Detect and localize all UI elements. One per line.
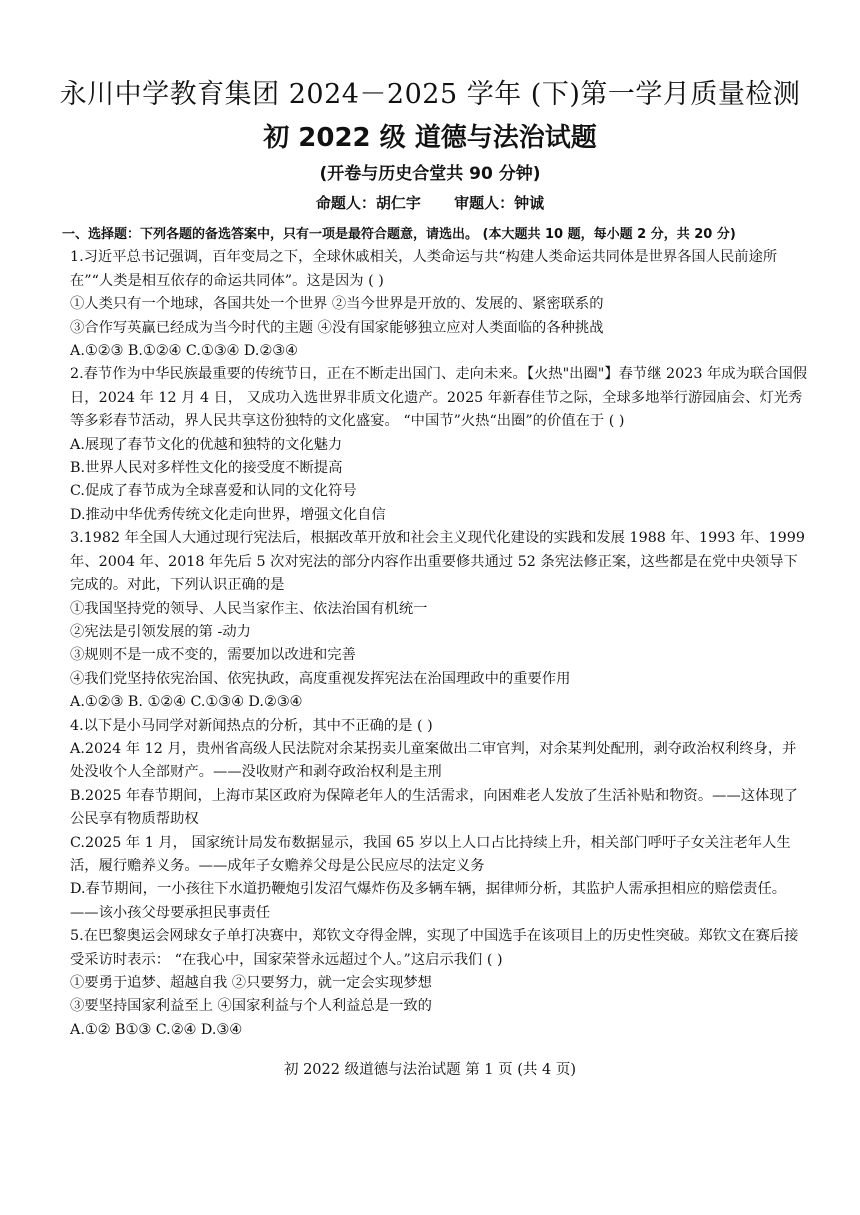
- reviewer: 审题人：钟诚: [454, 194, 545, 212]
- q3-option-line: ③规则不是一成不变的，需要加以改进和完善: [70, 647, 356, 664]
- q4-stem: 4.以下是小马同学对新闻热点的分析，其中不正确的是 ( ): [70, 717, 433, 734]
- q5-option-line: ①要勇于追梦、超越自我 ②只要努力，就一定会实现梦想: [70, 975, 432, 991]
- q4-choice-d: D.春节期间，一小孩往下水道扔鞭炮引发沼气爆炸伤及多辆车辆，据律师分析，其监护人需承担相应的赔偿责任。——该小孩父母要承担民事责任: [70, 881, 787, 921]
- section-heading: 一、选择题：下列各题的备选答案中，只有一项是最符合题意，请选出。 (本大题共 10 题，每小题 2 分，共 20 分): [62, 227, 736, 242]
- exam-duration-note: (开卷与历史合堂共 90 分钟): [319, 164, 541, 184]
- page-footer: 初 2022 级道德与法治试题 第 1 页 (共 4 页): [283, 1062, 577, 1078]
- author: 命题人：胡仁宇: [315, 194, 421, 212]
- q1-answer-choices: A.①②③ B.①②④ C.①③④ D.②③④: [70, 343, 298, 360]
- q1-option-line: ③合作写英赢已经成为当今时代的主题 ④没有国家能够独立应对人类面临的各种挑战: [70, 319, 604, 336]
- q4-choice-b: B.2025 年春节期间，上海市某区政府为保障老年人的生活需求，向困难老人发放了生活补贴和物资。——这体现了公民享有物质帮助权: [70, 787, 798, 828]
- exam-subtitle: 初 2022 级 道德与法治试题: [263, 123, 597, 153]
- q5-option-line: ③要坚持国家利益至上 ④国家利益与个人利益总是一致的: [70, 998, 432, 1015]
- q4-choice-a: A.2024 年 12 月，贵州省高级人民法院对余某拐卖儿童案做出二审官判，对余某判处配刑，剥夺政治权利终身，并处没收个人全部财产。——没收财产和剥夺政治权利是主刑: [70, 740, 797, 781]
- q2-choice-b: B.世界人民对多样性文化的接受度不断提高: [70, 460, 343, 477]
- q5-stem: 5.在巴黎奥运会网球女子单打决赛中，郑钦文夺得金牌，实现了中国选手在该项目上的历史性突破。郑钦文在赛后接受采访时表示： “在我心中，国家荣誉永远超过个人。”这启示我们 ( ): [70, 928, 799, 968]
- authors-line: [0, 192, 860, 213]
- q3-answer-choices: A.①②③ B. ①②④ C.①③④ D.②③④: [70, 694, 303, 711]
- question-body: [62, 223, 810, 1042]
- q3-stem: 3.1982 年全国人大通过现行宪法后，根据改革开放和社会主义现代化建设的实践和发展 1988 年、1993 年、1999 年、2004 年、2018 年先后 5 次对宪法的部分内容作出重要修共通过 52 条宪法修正案，这些都是在党中央领导下完成的。对此，下列认识正确的是: [70, 530, 805, 594]
- q2-choice-d: D.推动中华优秀传统文化走向世界，增强文化自信: [70, 506, 386, 523]
- q1-option-line: ①人类只有一个地球，各国共处一个世界 ②当今世界是开放的、发展的、紧密联系的: [70, 296, 604, 313]
- q2-stem: 2.春节作为中华民族最重要的传统节日，正在不断走出国门、走向未来。【火热"出圈"】春节继 2023 年成为联合国假日，2024 年 12 月 4 日， 又成功入选世界非质文化遗产。2025 年新春佳节之际，全球多地举行游园庙会、灯光秀等多彩春节活动，界人民共享这份独特的文化盛宴。 “中国节”火热“出圈”的价值在于 ( ): [70, 366, 808, 430]
- q3-option-line: ④我们党坚持依宪治国、依宪执政，高度重视发挥宪法在治国理政中的重要作用: [70, 670, 571, 687]
- q4-choice-c: C.2025 年 1 月， 国家统计局发布数据显示，我国 65 岁以上人口占比持续上升，相关部门呼吁子女关注老年人生活，履行赡养义务。——成年子女赡养父母是公民应尽的法定义务: [70, 834, 791, 874]
- q3-option-line: ②宪法是引领发展的第 -动力: [70, 623, 251, 640]
- exam-title: 永川中学教育集团 2024－2025 学年 (下)第一学月质量检测: [59, 79, 801, 110]
- q2-choice-a: A.展现了春节文化的优越和独特的文化魅力: [70, 436, 343, 453]
- q3-option-line: ①我国坚持党的领导、人民当家作主、依法治国有机统一: [70, 600, 428, 617]
- q5-answer-choices: A.①② B①③ C.②④ D.③④: [70, 1021, 243, 1038]
- q1-stem: 1.习近平总书记强调，百年变局之下，全球休戚相关，人类命运与共“构建人类命运共同体是世界各国人民前途所在”“人类是相互依存的命运共同体”。这是因为 ( ): [70, 249, 778, 289]
- q2-choice-c: C.促成了春节成为全球喜爱和认同的文化符号: [70, 483, 357, 500]
